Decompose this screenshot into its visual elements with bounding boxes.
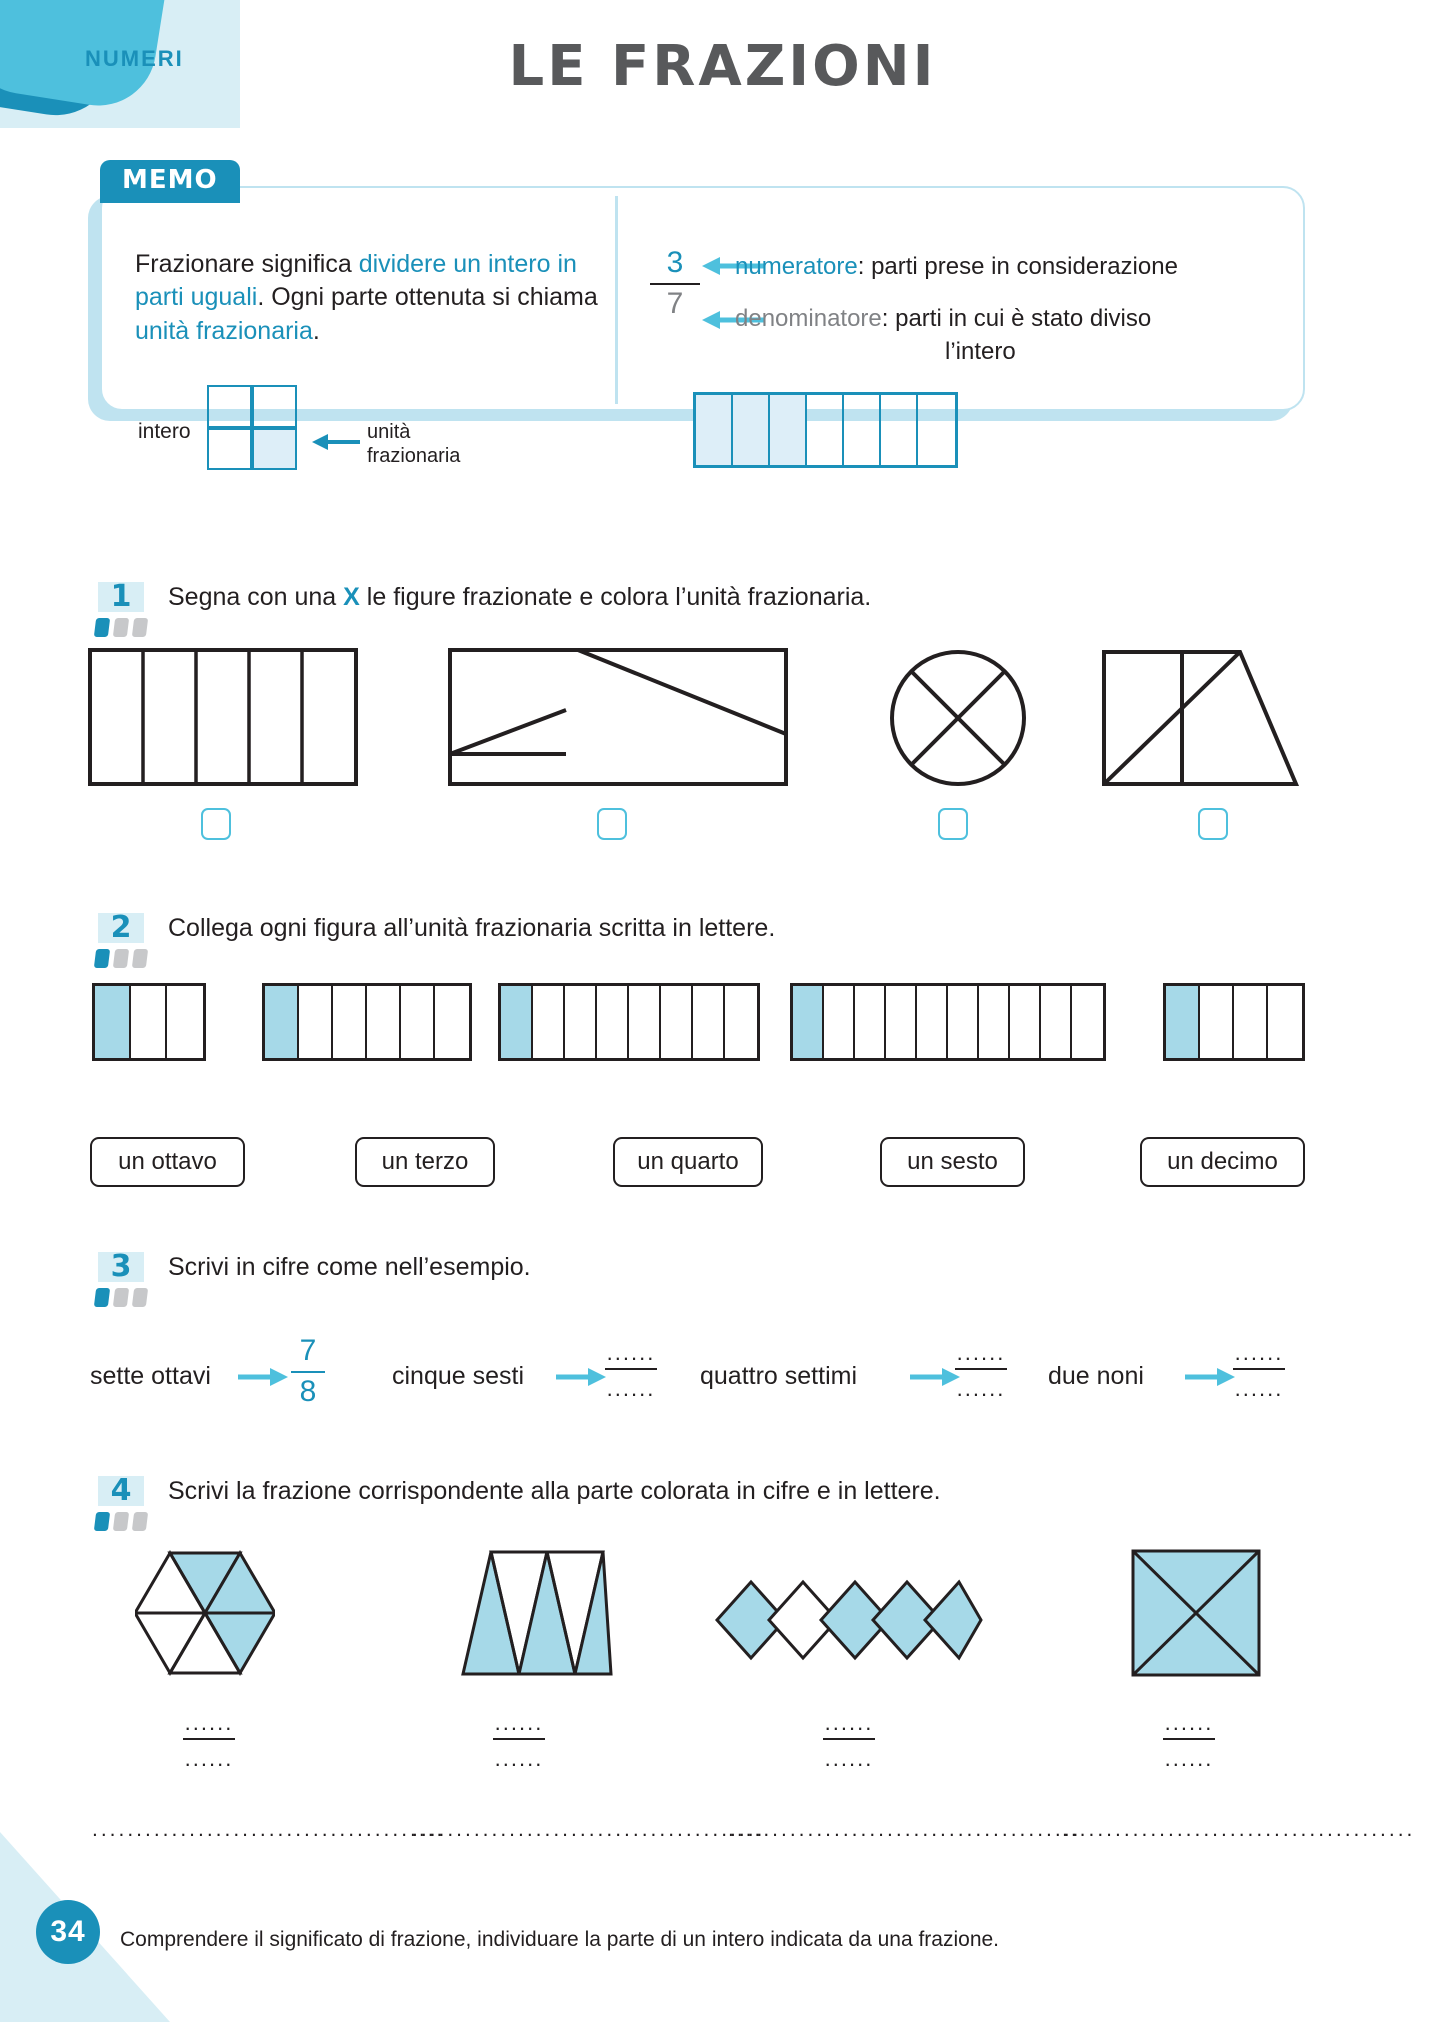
exercise-4-prompt: Scrivi la frazione corrispondente alla parte colorata in cifre e in lettere. [168,1477,941,1505]
ex1-figure-trapezoid [1100,648,1300,788]
ex1-figure-rectangle-5-parts [88,648,358,786]
dot-2 [113,949,129,968]
ex4-figure-hexagon [135,1548,275,1678]
ex4-answer-3[interactable] [818,1710,880,1772]
ex4-answer-4-bar [1163,1738,1215,1740]
memo-fraction-bar [650,283,700,285]
memo-bar-cell-6 [881,395,918,465]
ex2-bar3-cell-2 [533,986,565,1058]
ex2-bar4-cell-10 [1072,986,1103,1058]
ex4-answer-2-bar [493,1738,545,1740]
memo-intero-label: intero [138,420,191,443]
dot-3 [132,949,148,968]
memo-numeratore-text [735,253,1178,281]
memo-intero-grid [207,385,297,470]
ex2-bar3-cell-4 [597,986,629,1058]
dot-1 [94,1288,110,1307]
ex3-arrow-1 [238,1366,290,1388]
ex1-checkbox-3[interactable] [938,808,968,840]
ex2-bar3-cell-8 [725,986,757,1058]
ex1-checkbox-1[interactable] [201,808,231,840]
memo-divider [615,196,618,404]
ex3-answer-4-bar [1233,1368,1285,1370]
ex2-bar4-cell-7 [979,986,1010,1058]
memo-unita-frazionaria-label [367,420,460,468]
exercise-4-number: 4 [98,1476,144,1506]
exercise-4-difficulty-dots [95,1512,147,1531]
ex2-bar-3[interactable] [498,983,760,1061]
ex3-answer-3[interactable] [950,1340,1012,1402]
ex3-label-3: quattro settimi [700,1362,858,1390]
ex4-answer-4[interactable] [1158,1710,1220,1772]
footer-objective: Comprendere il significato di frazione, individuare la parte di un intero indicata da una frazione. [120,1928,1000,1951]
memo-bar-cell-5 [844,395,881,465]
ex2-bar-1[interactable] [92,983,206,1061]
ex4-answer-2[interactable] [488,1710,550,1772]
exercise-3-number: 3 [98,1252,144,1282]
ex2-bar3-cell-5 [629,986,661,1058]
memo-highlight-1: dividere un intero in parti uguali [135,250,577,312]
ex4-words-line-3[interactable]: ........................................ [728,1818,1082,1841]
memo-definition-text [135,248,605,348]
ex4-answer-1[interactable] [178,1710,240,1772]
ex4-words-line-4[interactable]: ........................................ [1062,1818,1416,1841]
numeratore-desc: : parti prese in considerazione [857,253,1178,280]
intero-cell-2 [252,385,297,428]
exercise-2-prompt: Collega ogni figura all’unità frazionaria scritta in lettere. [168,914,776,942]
exercise-2-difficulty-dots [95,949,147,968]
ex2-bar1-cell-1 [95,986,131,1058]
ex1-prompt-a: Segna con una [168,583,344,611]
dot-2 [113,618,129,637]
ex2-bar-4[interactable] [790,983,1106,1061]
ex3-answer-3-bar [955,1368,1007,1370]
memo-bar-cell-1 [696,395,733,465]
memo-bar-cell-2 [733,395,770,465]
ex2-bar2-cell-2 [299,986,333,1058]
ex2-bar2-cell-3 [333,986,367,1058]
ex3-answer-2-num: ...... [606,1340,656,1365]
ex2-bar5-cell-2 [1200,986,1234,1058]
intero-cell-3 [207,428,252,471]
dot-1 [94,618,110,637]
dot-3 [132,1512,148,1531]
ex2-bar5-cell-4 [1268,986,1302,1058]
ex4-answer-2-den: ...... [494,1746,544,1771]
exercise-1-number: 1 [98,582,144,612]
ex2-bar2-cell-6 [435,986,469,1058]
ex2-bar4-cell-6 [948,986,979,1058]
memo-bar-cell-7 [918,395,955,465]
ex1-checkbox-4[interactable] [1198,808,1228,840]
ex3-answer-2-den: ...... [606,1376,656,1401]
ex4-answer-1-bar [183,1738,235,1740]
ex2-bar4-cell-4 [886,986,917,1058]
ex4-answer-1-num: ...... [184,1710,234,1735]
ex2-word-un-sesto[interactable]: un sesto [880,1137,1025,1187]
ex3-answer-3-num: ...... [956,1340,1006,1365]
denominatore-desc: : parti in cui è stato diviso [881,305,1152,332]
ex3-answer-4-den: ...... [1234,1376,1284,1401]
memo-text-3: . [312,316,320,345]
ex4-figure-rhombi [715,1578,985,1668]
ex3-answer-4-num: ...... [1234,1340,1284,1365]
memo-fraction-denominator: 7 [666,287,684,320]
ex2-bar-5[interactable] [1163,983,1305,1061]
dot-3 [132,1288,148,1307]
ex1-prompt-x-icon: X [343,583,360,611]
memo-bar-cell-3 [770,395,807,465]
exercise-1-difficulty-dots [95,618,147,637]
dot-2 [113,1512,129,1531]
ex1-figure-circle-4-parts [888,648,1028,788]
memo-tab-label: MEMO [100,160,240,203]
ex2-word-un-terzo[interactable]: un terzo [355,1137,495,1187]
ex3-answer-1-den: 8 [299,1375,317,1408]
ex4-answer-3-num: ...... [824,1710,874,1735]
ex2-bar3-cell-3 [565,986,597,1058]
ex2-bar4-cell-1 [793,986,824,1058]
ex2-bar3-cell-6 [661,986,693,1058]
memo-highlight-2: unità frazionaria [135,316,313,345]
ex2-bar4-cell-2 [824,986,855,1058]
ex4-answer-3-den: ...... [824,1746,874,1771]
ex3-answer-4[interactable] [1228,1340,1290,1402]
ex2-word-un-decimo[interactable]: un decimo [1140,1137,1305,1187]
ex1-checkbox-2[interactable] [597,808,627,840]
memo-fraction [650,248,700,319]
ex2-bar2-cell-1 [265,986,299,1058]
page-title: LE FRAZIONI [508,34,937,99]
ex3-answer-1-num: 7 [299,1334,317,1367]
section-kicker: NUMERI [85,46,184,71]
ex2-word-un-quarto[interactable]: un quarto [613,1137,763,1187]
dot-1 [94,949,110,968]
numeratore-word: numeratore [735,253,858,280]
ex4-words-line-2[interactable]: ........................................ [412,1818,766,1841]
arrow-to-unita-frazionaria [310,432,362,452]
denominatore-word: denominatore [735,305,882,332]
ex4-figure-square [1130,1548,1262,1678]
intero-cell-4-filled [252,428,297,471]
ex3-answer-2[interactable] [600,1340,662,1402]
memo-text-2: . Ogni parte ottenuta si chiama [257,283,598,312]
ex2-bar5-cell-1 [1166,986,1200,1058]
ex2-bar5-cell-3 [1234,986,1268,1058]
ex3-answer-1[interactable] [288,1336,328,1407]
exercise-1-prompt [168,583,871,612]
page-number: 34 [36,1900,100,1964]
ex2-bar4-cell-3 [855,986,886,1058]
ex3-answer-2-bar [605,1368,657,1370]
memo-fraction-numerator: 3 [666,246,684,279]
ex3-label-1: sette ottavi [90,1362,211,1390]
ex4-words-line-1[interactable]: ........................................ [92,1818,446,1841]
ex2-bar4-cell-8 [1010,986,1041,1058]
ex2-bar4-cell-5 [917,986,948,1058]
ex3-label-2: cinque sesti [392,1362,525,1390]
ex2-bar2-cell-5 [401,986,435,1058]
memo-bar-cell-4 [807,395,844,465]
uf-line-2: frazionaria [367,445,461,467]
ex4-answer-4-num: ...... [1164,1710,1214,1735]
ex4-figure-triangles [455,1548,615,1678]
memo-denominatore-text [735,305,1151,333]
ex3-label-4: due noni [1048,1362,1144,1390]
exercise-3-difficulty-dots [95,1288,147,1307]
dot-3 [132,618,148,637]
ex2-bar3-cell-1 [501,986,533,1058]
ex2-bar1-cell-3 [167,986,203,1058]
memo-seven-part-bar [693,392,958,468]
ex2-bar3-cell-7 [693,986,725,1058]
uf-line-1: unità [367,421,411,443]
memo-denominatore-text-line2: l’intero [945,338,1016,365]
ex1-figure-rectangle-slanted [448,648,788,786]
ex2-bar1-cell-2 [131,986,167,1058]
dot-1 [94,1512,110,1531]
ex3-answer-1-bar [291,1371,325,1373]
ex4-answer-2-num: ...... [494,1710,544,1735]
ex4-answer-4-den: ...... [1164,1746,1214,1771]
ex1-prompt-b: le figure frazionate e colora l’unità frazionaria. [359,583,872,611]
dot-2 [113,1288,129,1307]
memo-text-1: Frazionare significa [135,250,359,278]
ex4-answer-3-bar [823,1738,875,1740]
ex4-answer-1-den: ...... [184,1746,234,1771]
ex2-bar-2[interactable] [262,983,472,1061]
ex2-bar4-cell-9 [1041,986,1072,1058]
ex2-bar2-cell-4 [367,986,401,1058]
intero-cell-1 [207,385,252,428]
ex2-word-un-ottavo[interactable]: un ottavo [90,1137,245,1187]
exercise-2-number: 2 [98,913,144,943]
exercise-3-prompt: Scrivi in cifre come nell’esempio. [168,1253,531,1281]
ex3-answer-3-den: ...... [956,1376,1006,1401]
